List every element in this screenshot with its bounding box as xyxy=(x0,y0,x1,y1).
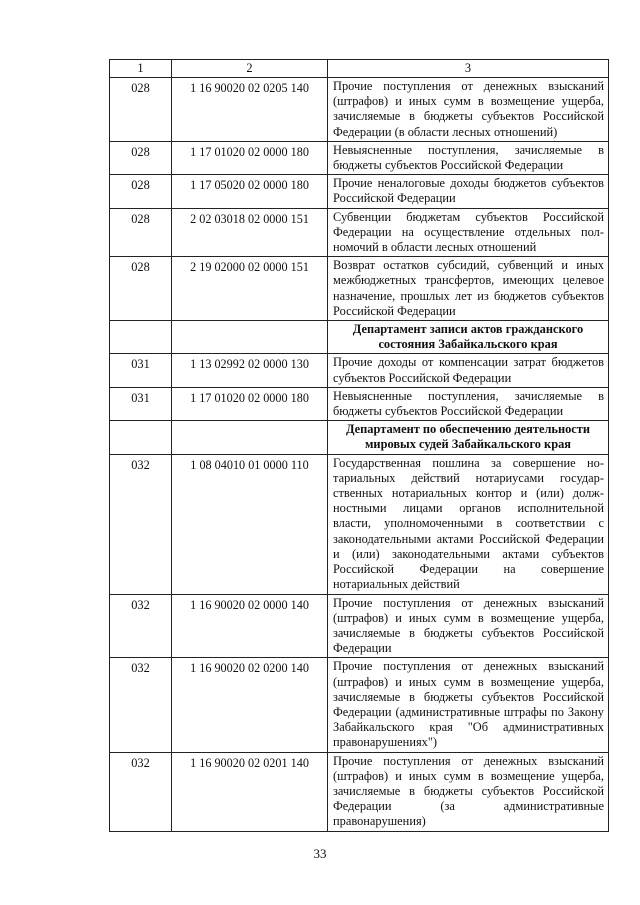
empty-cell xyxy=(172,321,328,354)
table-row xyxy=(110,175,609,208)
empty-cell xyxy=(110,421,172,454)
admin-code-cell: 032 xyxy=(110,594,172,658)
table-body xyxy=(110,78,609,832)
admin-code-cell: 032 xyxy=(110,454,172,594)
header-row xyxy=(110,60,609,78)
budget-classification-code-cell: 2 19 02000 02 0000 151 xyxy=(172,257,328,321)
admin-code-cell: 028 xyxy=(110,141,172,174)
budget-classification-code-cell: 1 16 90020 02 0200 140 xyxy=(172,658,328,752)
income-description-cell: Невыясненные поступления, зачисляемые в бюджеты субъектов Российской Федерации xyxy=(328,141,609,174)
column-header-2: 2 xyxy=(172,60,328,78)
empty-cell xyxy=(110,321,172,354)
budget-classification-code-cell: 1 16 90020 02 0205 140 xyxy=(172,78,328,142)
budget-classification-code-cell: 1 16 90020 02 0201 140 xyxy=(172,752,328,831)
table-row xyxy=(110,354,609,387)
department-header-row xyxy=(110,421,609,454)
column-header-3: 3 xyxy=(328,60,609,78)
admin-code-cell: 028 xyxy=(110,175,172,208)
admin-code-cell: 028 xyxy=(110,257,172,321)
budget-classification-code-cell: 1 13 02992 02 0000 130 xyxy=(172,354,328,387)
income-description-cell: Прочие поступления от денежных взысканий (штрафов) и иных сумм в возмещение ущерба, зачисляемые в бюджеты субъектов Российской Федерации xyxy=(328,594,609,658)
table-row xyxy=(110,141,609,174)
department-name: Департамент по обеспечению деятельности мировых судей Забайкальского края xyxy=(328,421,609,454)
income-description-cell: Прочие поступления от денежных взысканий (штрафов) и иных сумм в возмещение ущерба, зачисляемые в бюджеты субъектов Российской Федерации (за административные правонарушения) xyxy=(328,752,609,831)
table-row xyxy=(110,752,609,831)
admin-code-cell: 031 xyxy=(110,387,172,420)
admin-code-cell: 032 xyxy=(110,752,172,831)
department-header-row xyxy=(110,321,609,354)
budget-classification-code-cell: 1 17 05020 02 0000 180 xyxy=(172,175,328,208)
table-row xyxy=(110,387,609,420)
empty-cell xyxy=(172,421,328,454)
income-codes-table-container xyxy=(109,59,608,832)
income-description-cell: Государственная пошлина за совершение нотариальных действий нотариусами государственных нотариальных контор и (или) должностными лицами органов исполнительной власти, уполномоченными в соответствии с законодательными актами Российской Федерации и (или) законодательными актами субъектов Российской Федерации на совершение нотариальных действий xyxy=(328,454,609,594)
budget-classification-code-cell: 1 17 01020 02 0000 180 xyxy=(172,387,328,420)
table-row xyxy=(110,257,609,321)
department-name: Департамент записи актов гражданского состояния Забайкальского края xyxy=(328,321,609,354)
budget-classification-code-cell: 2 02 03018 02 0000 151 xyxy=(172,208,328,257)
column-header-1: 1 xyxy=(110,60,172,78)
budget-classification-code-cell: 1 17 01020 02 0000 180 xyxy=(172,141,328,174)
admin-code-cell: 028 xyxy=(110,208,172,257)
budget-classification-code-cell: 1 16 90020 02 0000 140 xyxy=(172,594,328,658)
income-description-cell: Субвенции бюджетам субъектов Российской Федерации на осуществление отдельных полномочий в области лесных отношений xyxy=(328,208,609,257)
income-description-cell: Возврат остатков субсидий, субвенций и иных межбюджетных трансфертов, имеющих целевое назначение, прошлых лет из бюджетов субъектов Российской Федерации xyxy=(328,257,609,321)
admin-code-cell: 031 xyxy=(110,354,172,387)
income-description-cell: Прочие неналоговые доходы бюджетов субъектов Российской Федерации xyxy=(328,175,609,208)
income-codes-table xyxy=(109,59,609,832)
income-description-cell: Невыясненные поступления, зачисляемые в бюджеты субъектов Российской Федерации xyxy=(328,387,609,420)
table-row xyxy=(110,78,609,142)
table-row xyxy=(110,454,609,594)
table-row xyxy=(110,208,609,257)
admin-code-cell: 028 xyxy=(110,78,172,142)
admin-code-cell: 032 xyxy=(110,658,172,752)
income-description-cell: Прочие поступления от денежных взысканий (штрафов) и иных сумм в возмещение ущерба, зачисляемые в бюджеты субъектов Российской Федерации (в области лесных отношений) xyxy=(328,78,609,142)
income-description-cell: Прочие доходы от компенсации затрат бюджетов субъектов Российской Федерации xyxy=(328,354,609,387)
budget-classification-code-cell: 1 08 04010 01 0000 110 xyxy=(172,454,328,594)
table-row xyxy=(110,594,609,658)
page-number: 33 xyxy=(313,846,327,861)
income-description-cell: Прочие поступления от денежных взысканий (штрафов) и иных сумм в возмещение ущерба, зачисляемые в бюджеты субъектов Российской Федерации (административные штрафы по Закону Забайкальского края "Об административных правонарушениях") xyxy=(328,658,609,752)
table-row xyxy=(110,658,609,752)
